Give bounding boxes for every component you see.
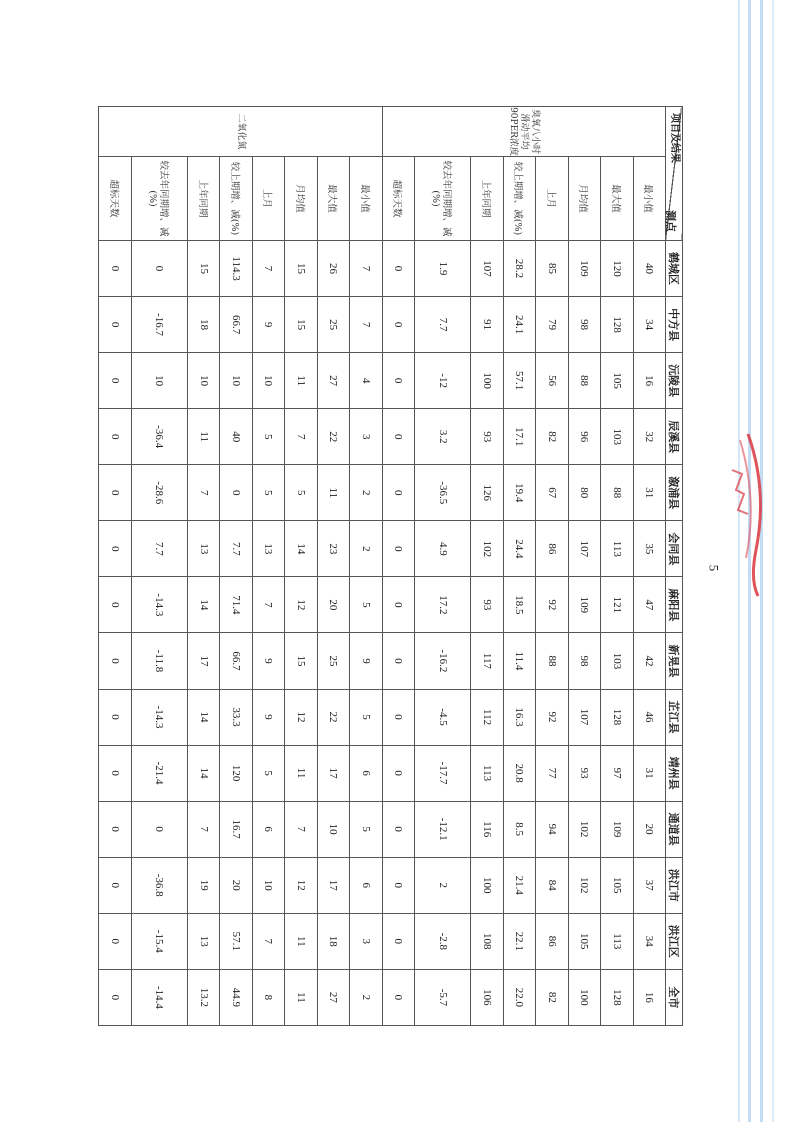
table-cell: 106 (471, 969, 503, 1025)
table-cell: 91 (471, 297, 503, 353)
corner-top-label: 测点 (664, 210, 677, 232)
table-cell: 0 (382, 969, 414, 1025)
table-cell: 11 (285, 913, 317, 969)
table-cell: 3 (350, 913, 382, 969)
table-cell: 15 (285, 297, 317, 353)
table-cell: 27 (317, 969, 349, 1025)
table-cell: 98 (568, 633, 600, 689)
table-cell: 0 (382, 913, 414, 969)
table-cell: 47 (633, 577, 665, 633)
table-cell: 7 (187, 801, 219, 857)
table-cell: 6 (350, 857, 382, 913)
column-header: 洪江区 (666, 913, 683, 969)
table-row (415, 107, 471, 1026)
table-cell: 0 (382, 241, 414, 297)
table-cell: 4 (350, 353, 382, 409)
table-row (471, 107, 503, 1026)
table-cell: 13 (187, 913, 219, 969)
table-cell: 105 (601, 857, 633, 913)
column-header: 鹤城区 (666, 241, 683, 297)
table-cell: 20 (317, 577, 349, 633)
table-cell: -4.5 (415, 689, 471, 745)
table-row (285, 107, 317, 1026)
table-cell: -36.4 (131, 409, 187, 465)
table-cell: 0 (382, 409, 414, 465)
table-row (503, 107, 535, 1026)
table-cell: 0 (382, 465, 414, 521)
table-cell: 17 (187, 633, 219, 689)
table-cell: -12.1 (415, 801, 471, 857)
table-cell: 10 (252, 857, 284, 913)
table-cell: 11 (285, 745, 317, 801)
table-cell: 8 (252, 969, 284, 1025)
table-cell: 0 (382, 521, 414, 577)
table-cell: 88 (536, 633, 568, 689)
table-cell: 97 (601, 745, 633, 801)
table-cell: 113 (471, 745, 503, 801)
table-cell: 9 (252, 297, 284, 353)
table-cell: 28.2 (503, 241, 535, 297)
table-row (187, 107, 219, 1026)
row-label: 较去年同期增、减(%) (415, 157, 471, 241)
table-cell: 109 (601, 801, 633, 857)
table-cell: 12 (285, 689, 317, 745)
table-cell: 7 (252, 241, 284, 297)
table-cell: 32 (633, 409, 665, 465)
table-cell: 5 (350, 801, 382, 857)
table-cell: 24.4 (503, 521, 535, 577)
table-cell: 82 (536, 969, 568, 1025)
column-header: 洪江市 (666, 857, 683, 913)
table-cell: 107 (471, 241, 503, 297)
table-cell: 100 (471, 857, 503, 913)
table-cell: 128 (601, 969, 633, 1025)
table-cell: 3.2 (415, 409, 471, 465)
table-row (382, 107, 414, 1026)
table-cell: 17.2 (415, 577, 471, 633)
table-cell: 20 (220, 857, 252, 913)
table-cell: 109 (568, 577, 600, 633)
table-cell: 31 (633, 465, 665, 521)
table-cell: 2 (415, 857, 471, 913)
table-cell: -36.5 (415, 465, 471, 521)
table-cell: 0 (382, 689, 414, 745)
row-label: 上年同期 (187, 157, 219, 241)
table-cell: 5 (252, 465, 284, 521)
header-row (666, 107, 683, 1026)
table-cell: 103 (601, 633, 633, 689)
table-cell: 35 (633, 521, 665, 577)
table-cell: 0 (99, 633, 132, 689)
table-row (601, 107, 633, 1026)
table-cell: 85 (536, 241, 568, 297)
column-header: 全市 (666, 969, 683, 1025)
table-cell: 113 (601, 521, 633, 577)
column-header: 沅陵县 (666, 353, 683, 409)
table-cell: 16 (633, 969, 665, 1025)
row-label: 超标天数 (382, 157, 414, 241)
row-label: 上月 (252, 157, 284, 241)
table-cell: -14.3 (131, 577, 187, 633)
red-stamp (718, 430, 772, 600)
row-label: 月均值 (568, 157, 600, 241)
row-label: 最小值 (633, 157, 665, 241)
table-cell: 66.7 (220, 633, 252, 689)
table-cell: 2 (350, 521, 382, 577)
table-cell: 0 (131, 241, 187, 297)
table-cell: 18.5 (503, 577, 535, 633)
row-label: 上月 (536, 157, 568, 241)
table-cell: 10 (220, 353, 252, 409)
table-row (131, 107, 187, 1026)
table-row (633, 107, 665, 1026)
table-cell: 14 (285, 521, 317, 577)
table-cell: 19 (187, 857, 219, 913)
table-cell: -11.8 (131, 633, 187, 689)
table-cell: 0 (382, 801, 414, 857)
column-header: 芷江县 (666, 689, 683, 745)
column-header: 靖州县 (666, 745, 683, 801)
table-cell: 22 (317, 689, 349, 745)
table-cell: 57.1 (503, 353, 535, 409)
table-cell: 3 (350, 409, 382, 465)
table-cell: 120 (220, 745, 252, 801)
table-cell: 24.1 (503, 297, 535, 353)
table-cell: 121 (601, 577, 633, 633)
table-cell: -36.8 (131, 857, 187, 913)
table-cell: 0 (382, 297, 414, 353)
table-cell: 86 (536, 913, 568, 969)
table-cell: 103 (601, 409, 633, 465)
table-cell: 92 (536, 689, 568, 745)
page-number: 5 (706, 564, 722, 572)
table-cell: 13 (252, 521, 284, 577)
table-cell: 2 (350, 969, 382, 1025)
table-cell: 34 (633, 297, 665, 353)
table-cell: 96 (568, 409, 600, 465)
table-cell: 46 (633, 689, 665, 745)
table-cell: 11 (285, 353, 317, 409)
table-cell: 94 (536, 801, 568, 857)
table-cell: -14.3 (131, 689, 187, 745)
table-cell: 112 (471, 689, 503, 745)
table-row (350, 107, 382, 1026)
table-cell: -12 (415, 353, 471, 409)
table-cell: 12 (285, 577, 317, 633)
rotated-table-region (98, 106, 683, 1026)
table-cell: 7 (252, 577, 284, 633)
table-cell: 7.7 (220, 521, 252, 577)
table-cell: 17 (317, 857, 349, 913)
table-cell: 0 (99, 465, 132, 521)
table-cell: -21.4 (131, 745, 187, 801)
table-cell: 7 (285, 409, 317, 465)
table-cell: 100 (568, 969, 600, 1025)
table-cell: 18 (317, 913, 349, 969)
table-row (568, 107, 600, 1026)
table-cell: 0 (131, 801, 187, 857)
row-label: 最大值 (601, 157, 633, 241)
table-cell: 6 (252, 801, 284, 857)
table-cell: 44.9 (220, 969, 252, 1025)
table-cell: 7 (350, 241, 382, 297)
table-cell: 5 (350, 689, 382, 745)
table-cell: 17 (317, 745, 349, 801)
table-cell: 9 (252, 689, 284, 745)
table-cell: 0 (99, 857, 132, 913)
table-cell: 100 (471, 353, 503, 409)
table-cell: 0 (99, 969, 132, 1025)
table-cell: 22.1 (503, 913, 535, 969)
table-cell: 0 (99, 521, 132, 577)
table-cell: 13 (187, 521, 219, 577)
table-cell: 77 (536, 745, 568, 801)
table-cell: 109 (568, 241, 600, 297)
row-label: 上年同期 (471, 157, 503, 241)
table-cell: 102 (568, 801, 600, 857)
table-cell: 42 (633, 633, 665, 689)
table-cell: 7 (285, 801, 317, 857)
table-cell: -15.4 (131, 913, 187, 969)
table-cell: 5 (252, 409, 284, 465)
table-cell: 120 (601, 241, 633, 297)
column-header: 新晃县 (666, 633, 683, 689)
table-cell: 7 (252, 913, 284, 969)
table-cell: 5 (285, 465, 317, 521)
table-cell: 102 (471, 521, 503, 577)
table-cell: 98 (568, 297, 600, 353)
table-cell: 22.0 (503, 969, 535, 1025)
table-cell: -2.8 (415, 913, 471, 969)
table-cell: 114.3 (220, 241, 252, 297)
table-cell: 7 (187, 465, 219, 521)
column-header: 辰溪县 (666, 409, 683, 465)
table-cell: 0 (382, 633, 414, 689)
table-cell: 16 (633, 353, 665, 409)
table-cell: 107 (568, 521, 600, 577)
table-row (252, 107, 284, 1026)
table-cell: 21.4 (503, 857, 535, 913)
table-cell: -16.7 (131, 297, 187, 353)
corner-cell (666, 107, 683, 241)
table-cell: 67 (536, 465, 568, 521)
group-label: 臭氧八小时滑动平均90PER浓度 (382, 107, 665, 157)
table-cell: 14 (187, 745, 219, 801)
table-cell: 0 (99, 745, 132, 801)
table-cell: 4.9 (415, 521, 471, 577)
table-cell: 15 (285, 241, 317, 297)
table-cell: 84 (536, 857, 568, 913)
table-cell: 11 (317, 465, 349, 521)
table-cell: 40 (220, 409, 252, 465)
table-cell: -16.2 (415, 633, 471, 689)
table-cell: 10 (187, 353, 219, 409)
table-cell: 102 (568, 857, 600, 913)
table-cell: 0 (99, 577, 132, 633)
table-cell: 40 (633, 241, 665, 297)
table-cell: 86 (536, 521, 568, 577)
table-cell: 2 (350, 465, 382, 521)
table-cell: 16.7 (220, 801, 252, 857)
table-cell: 88 (568, 353, 600, 409)
table-cell: 25 (317, 297, 349, 353)
table-cell: 26 (317, 241, 349, 297)
table-row (317, 107, 349, 1026)
table-cell: 15 (187, 241, 219, 297)
column-header: 溆浦县 (666, 465, 683, 521)
row-label: 较去年同期增、减(%) (131, 157, 187, 241)
table-cell: 5 (252, 745, 284, 801)
table-cell: 9 (252, 633, 284, 689)
table-cell: 1.9 (415, 241, 471, 297)
table-cell: 0 (99, 409, 132, 465)
table-cell: 27 (317, 353, 349, 409)
table-cell: 11 (285, 969, 317, 1025)
column-header: 麻阳县 (666, 577, 683, 633)
table-cell: 5 (350, 577, 382, 633)
table-cell: 79 (536, 297, 568, 353)
table-cell: 128 (601, 689, 633, 745)
table-cell: 93 (568, 745, 600, 801)
table-cell: 13.2 (187, 969, 219, 1025)
table-cell: 6 (350, 745, 382, 801)
table-row (220, 107, 252, 1026)
table-cell: 80 (568, 465, 600, 521)
group-label: 二氧化氮 (99, 107, 383, 157)
corner-bottom-label: 项目及结果 (669, 113, 680, 163)
table-cell: 82 (536, 409, 568, 465)
table-cell: 19.4 (503, 465, 535, 521)
table-cell: -28.6 (131, 465, 187, 521)
table-cell: 10 (131, 353, 187, 409)
table-cell: 7.7 (131, 521, 187, 577)
table-cell: 11.4 (503, 633, 535, 689)
table-cell: 37 (633, 857, 665, 913)
column-header: 通道县 (666, 801, 683, 857)
table-cell: 0 (99, 241, 132, 297)
row-label: 较上期增、减(%) (220, 157, 252, 241)
table-cell: 0 (382, 745, 414, 801)
table-cell: -17.7 (415, 745, 471, 801)
table-cell: -5.7 (415, 969, 471, 1025)
row-label: 最大值 (317, 157, 349, 241)
table-cell: 108 (471, 913, 503, 969)
table-cell: 57.1 (220, 913, 252, 969)
table-cell: 117 (471, 633, 503, 689)
table-cell: 105 (568, 913, 600, 969)
table-cell: 11 (187, 409, 219, 465)
table-cell: 105 (601, 353, 633, 409)
table-cell: 0 (99, 913, 132, 969)
table-cell: 0 (99, 297, 132, 353)
table-cell: 7 (350, 297, 382, 353)
table-cell: 14 (187, 689, 219, 745)
table-cell: 0 (382, 577, 414, 633)
monitoring-table (98, 106, 683, 1026)
table-cell: 33.3 (220, 689, 252, 745)
table-cell: 113 (601, 913, 633, 969)
table-cell: 10 (252, 353, 284, 409)
table-cell: 16.3 (503, 689, 535, 745)
table-cell: -14.4 (131, 969, 187, 1025)
table-cell: 34 (633, 913, 665, 969)
table-cell: 18 (187, 297, 219, 353)
table-cell: 12 (285, 857, 317, 913)
table-cell: 71.4 (220, 577, 252, 633)
table-cell: 9 (350, 633, 382, 689)
table-cell: 126 (471, 465, 503, 521)
table-cell: 23 (317, 521, 349, 577)
table-cell: 14 (187, 577, 219, 633)
column-header: 会同县 (666, 521, 683, 577)
table-cell: 0 (99, 801, 132, 857)
table-cell: 88 (601, 465, 633, 521)
table-cell: 0 (382, 857, 414, 913)
table-cell: 56 (536, 353, 568, 409)
table-cell: 31 (633, 745, 665, 801)
table-cell: 8.5 (503, 801, 535, 857)
table-cell: 0 (99, 689, 132, 745)
table-cell: 0 (220, 465, 252, 521)
table-cell: 0 (99, 353, 132, 409)
table-cell: 128 (601, 297, 633, 353)
row-label: 较上期增、减(%) (503, 157, 535, 241)
table-cell: 107 (568, 689, 600, 745)
column-header: 中方县 (666, 297, 683, 353)
table-cell: 0 (382, 353, 414, 409)
table-cell: 66.7 (220, 297, 252, 353)
table-row (99, 107, 132, 1026)
table-cell: 93 (471, 577, 503, 633)
row-label: 月均值 (285, 157, 317, 241)
table-body (99, 107, 666, 1026)
table-cell: 7.7 (415, 297, 471, 353)
table-cell: 20 (633, 801, 665, 857)
table-cell: 15 (285, 633, 317, 689)
row-label: 最小值 (350, 157, 382, 241)
table-cell: 93 (471, 409, 503, 465)
table-row (536, 107, 568, 1026)
table-cell: 17.1 (503, 409, 535, 465)
table-cell: 92 (536, 577, 568, 633)
table-cell: 20.8 (503, 745, 535, 801)
table-cell: 25 (317, 633, 349, 689)
row-label: 超标天数 (99, 157, 132, 241)
table-cell: 10 (317, 801, 349, 857)
table-cell: 22 (317, 409, 349, 465)
table-cell: 116 (471, 801, 503, 857)
